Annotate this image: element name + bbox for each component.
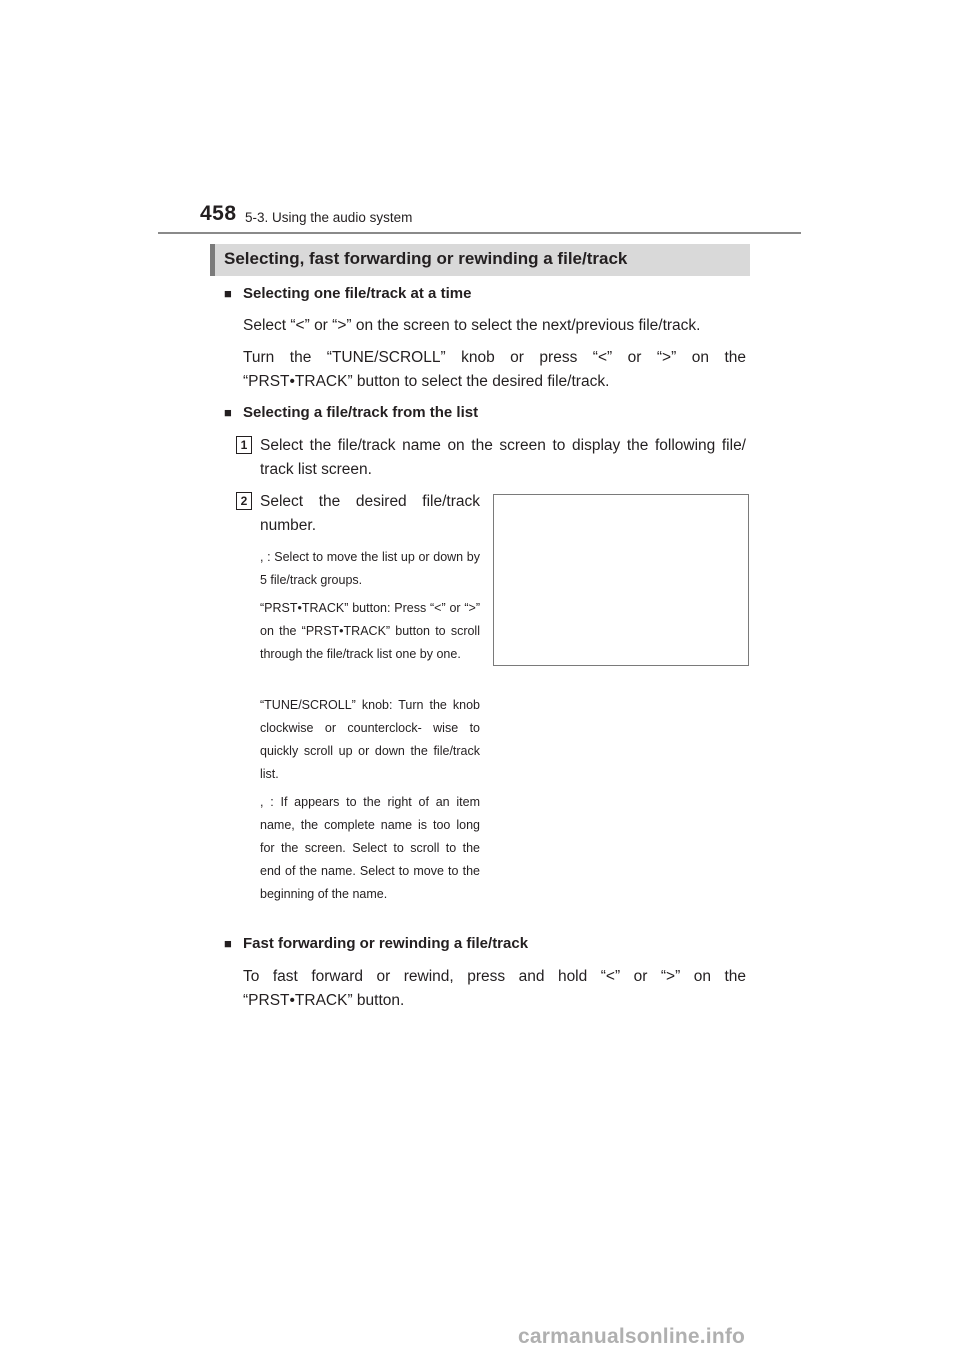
step-badge-1: 1 bbox=[236, 436, 252, 454]
paragraph: To fast forward or rewind, press and hold “<” or “>” on the “PRST•TRACK” button. bbox=[243, 968, 746, 1009]
watermark: carmanualsonline.info bbox=[518, 1325, 746, 1348]
heading-text: Fast forwarding or rewinding a file/track bbox=[243, 935, 529, 952]
paragraph: Turn the “TUNE/SCROLL” knob or press “<” or “>” on the “PRST•TRACK” button to select the desired file/track. bbox=[243, 349, 746, 390]
heading-selecting-from-list bbox=[224, 404, 478, 421]
step-2-text: Select the desired file/track number. bbox=[260, 493, 480, 534]
header-rule bbox=[158, 232, 801, 234]
page-number: 458 bbox=[200, 202, 237, 225]
step-badge-2: 2 bbox=[236, 492, 252, 510]
paragraph: Select “<” or “>” on the screen to select the next/previous file/track. bbox=[243, 317, 701, 334]
section-title: 5-3. Using the audio system bbox=[245, 210, 413, 225]
square-bullet-icon: ■ bbox=[224, 405, 232, 420]
note-tune-scroll: “TUNE/SCROLL” knob: Turn the knob clockwise or counterclock- wise to quickly scroll up or down the file/track list. bbox=[260, 698, 480, 781]
square-bullet-icon: ■ bbox=[224, 936, 232, 951]
note-long-name: , : If appears to the right of an item name, the complete name is too long for the screen. Select to scroll to the end of the name. Select to move to the beginning of the name. bbox=[260, 795, 480, 901]
heading-text: Selecting a file/track from the list bbox=[243, 404, 479, 421]
heading-fast-forward bbox=[224, 935, 528, 952]
banner-title: Selecting, fast forwarding or rewinding a file/track bbox=[224, 249, 628, 268]
note-prst-track: “PRST•TRACK” button: Press “<” or “>” on the “PRST•TRACK” button to scroll through the file/track list one by one. bbox=[260, 601, 480, 661]
heading-text: Selecting one file/track at a time bbox=[243, 285, 472, 302]
step-1-text: Select the file/track name on the screen to display the following file/ track list screen. bbox=[260, 437, 746, 478]
track-list-screen-image bbox=[493, 494, 749, 666]
section-banner bbox=[210, 244, 750, 276]
note-list-up-down: , : Select to move the list up or down by 5 file/track groups. bbox=[260, 550, 480, 587]
heading-selecting-one bbox=[224, 285, 471, 302]
square-bullet-icon: ■ bbox=[224, 286, 232, 301]
